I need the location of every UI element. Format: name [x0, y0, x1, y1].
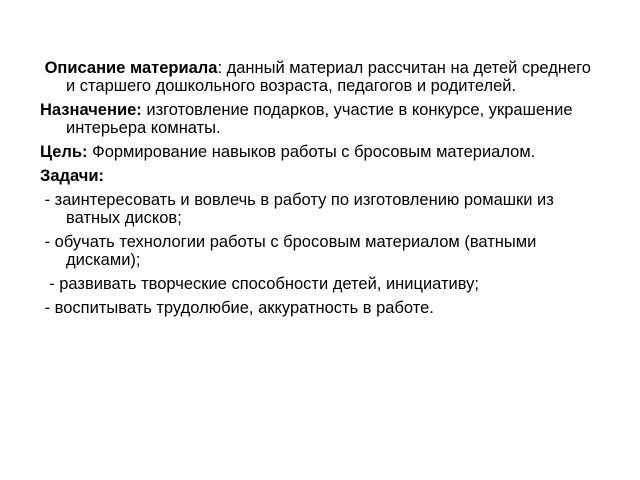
purpose-paragraph [40, 101, 600, 137]
purpose-label: Назначение: [40, 101, 142, 119]
slide-content [40, 59, 600, 323]
description-paragraph [40, 59, 600, 95]
description-text: : данный материал рассчитан на детей среднего и старшего дошкольного возраста, педагогов и родителей. [66, 59, 591, 95]
purpose-text: изготовление подарков, участие в конкурсе, украшение интерьера комнаты. [66, 101, 573, 137]
task-item-text: - воспитывать трудолюбие, аккуратность в работе. [40, 299, 434, 317]
tasks-heading [40, 167, 600, 185]
task-item [40, 275, 600, 293]
task-item-text: - обучать технологии работы с бросовым материалом (ватными дисками); [40, 233, 541, 269]
task-item [40, 299, 600, 317]
description-label: Описание материала [40, 59, 218, 77]
task-item-text: - заинтересовать и вовлечь в работу по изготовлению ромашки из ватных дисков; [40, 191, 559, 227]
tasks-label: Задачи: [40, 167, 104, 185]
task-item [40, 191, 600, 227]
goal-text: Формирование навыков работы с бросовым материалом. [87, 143, 536, 161]
goal-label: Цель: [40, 143, 88, 161]
goal-paragraph [40, 143, 600, 161]
task-item-text: - развивать творческие способности детей, инициативу; [40, 275, 479, 293]
task-item [40, 233, 600, 269]
